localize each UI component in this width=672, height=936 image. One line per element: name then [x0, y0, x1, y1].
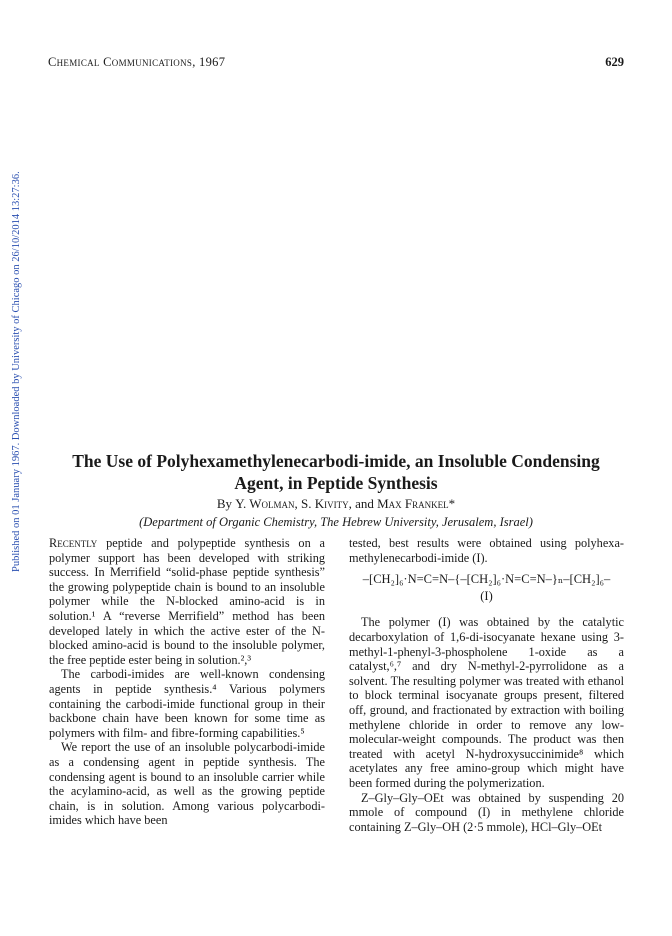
paragraph-text: peptide and polypeptide synthesis on a polymer support has been developed with striking success. In Merrifield “solid-phase peptide synthesis” the growing polypeptide chain is bound to an insoluble polymer while the N-blocked amino-acid is in solution.¹ A “reverse Merrifield” method has been developed lately in which the active ester of the N-blocked amino-acid is bound to the insoluble polymer, the free peptide ester being in solution.²,³	[49, 536, 325, 667]
journal-header: Chemical Communications, 1967	[48, 55, 226, 69]
paragraph	[49, 536, 325, 667]
affiliation-text: (Department of Organic Chemistry, The Hebrew University, Jerusalem, Israel)	[139, 515, 533, 529]
title-line-1: The Use of Polyhexamethylenecarbodi-imide, an Insoluble Condensing	[72, 451, 600, 471]
author-conjunction: and	[355, 496, 374, 511]
paragraph: tested, best results were obtained using polyhexa-methylenecarbodi-imide (I).	[349, 536, 624, 565]
right-column	[349, 536, 624, 834]
paragraph: Z–Gly–Gly–OEt was obtained by suspending 20 mmole of compound (I) in methylene chloride containing Z–Gly–OH (2·5 mmole), HCl–Gly–OEt	[349, 790, 624, 834]
author-2: S. Kivity,	[300, 496, 352, 511]
chemical-formula: –[CH₂]₆·N=C=N–{–[CH₂]₆·N=C=N–}ₙ–[CH₂]₆–	[362, 572, 611, 587]
article-title	[40, 450, 632, 494]
paragraph: The polymer (I) was obtained by the catalytic decarboxylation of 1,6-di-isocyanate hexane using 3-methyl-1-phenyl-3-phospholene 1-oxide as a catalyst,⁶,⁷ and dry N-methyl-2-pyrrolidone as a solvent. The resulting polymer was treated with ethanol to block terminal isocyanate groups present, filtered off, ground, and fractionated by extraction with boiling methylene chloride in order to remove any low-molecular-weight compounds. The product was then treated with acetyl N-hydroxysuccinimide⁸ which acetylates any free amino-group which might have been formed during the polymerization.	[349, 615, 624, 790]
title-line-2: Agent, in Peptide Synthesis	[234, 473, 438, 493]
left-column	[49, 536, 325, 828]
author-3: Max Frankel*	[377, 496, 456, 511]
lead-word: Recently	[49, 536, 98, 550]
download-notice-link[interactable]: Published on 01 January 1967. Downloaded by University of Chicago on 26/10/2014 13:27:36.	[11, 171, 22, 572]
paragraph: The carbodi-imides are well-known condensing agents in peptide synthesis.⁴ Various polymers containing the carbodi-imide functional group in their backbone chain have been known for some time as polymers with film- and fibre-forming capabilities.⁵	[49, 667, 325, 740]
byline	[40, 496, 632, 512]
affiliation	[40, 515, 632, 530]
byline-prefix: By	[216, 496, 232, 511]
page-number: 629	[605, 55, 624, 69]
author-1: Y. Wolman,	[235, 496, 298, 511]
formula-label: (I)	[480, 588, 493, 603]
paragraph: We report the use of an insoluble polycarbodi-imide as a condensing agent in peptide synthesis. The condensing agent is bound to an insoluble carrier while the acylamino-acid, as well as the growing peptide chain, is in solution. Among various polycarbodi-imides which have been	[49, 740, 325, 828]
